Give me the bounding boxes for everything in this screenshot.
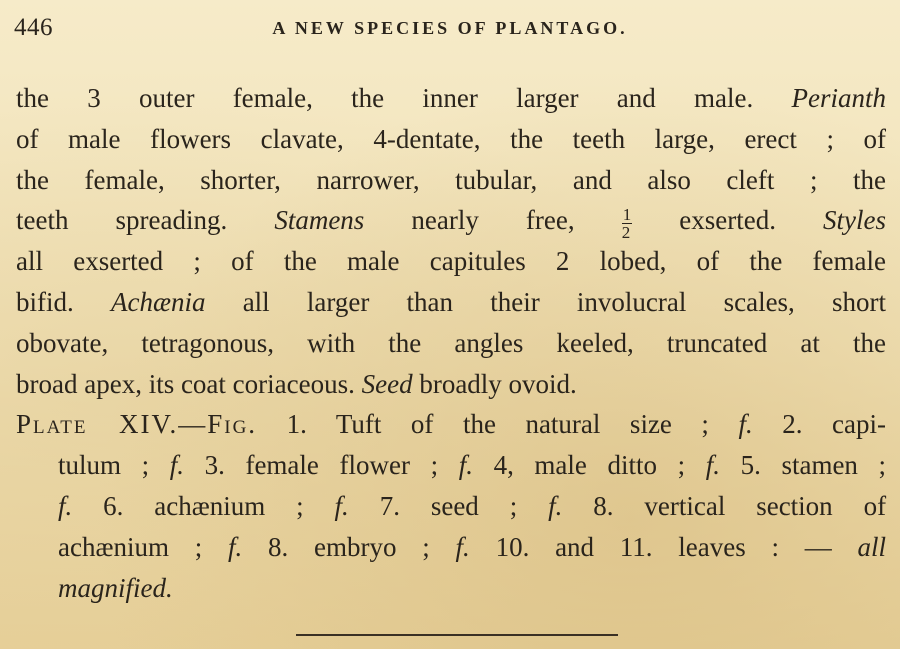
text-line: tulum ; f. 3. female flower ; f. 4, male ditto ; f. 5. stamen ;	[58, 450, 887, 481]
text-line: obovate, tetragonous, with the angles keeled, truncated at the	[16, 327, 886, 358]
description-paragraph	[16, 78, 886, 404]
plate-caption	[16, 404, 886, 608]
fraction-half: $\frac{1}{2}$	[621, 204, 632, 242]
text-line: of male flowers clavate, 4-dentate, the teeth large, erect ; of	[16, 123, 886, 154]
plate-label: Plate XIV.—Fig.	[16, 409, 258, 440]
section-divider	[296, 634, 618, 636]
text-line: the female, shorter, narrower, tubular, and also cleft ; the	[16, 164, 886, 195]
text-line: teeth spreading. Stamens nearly free, $\frac{1}{2}$ exserted. Styles	[16, 204, 886, 242]
text-line: all exserted ; of the male capitules 2 lobed, of the female	[16, 246, 886, 277]
text-line: achænium ; f. 8. embryo ; f. 10. and 11. leaves : — all	[58, 531, 887, 562]
page-header	[14, 14, 886, 44]
text-line: magnified.	[58, 572, 173, 603]
text-line: f. 6. achænium ; f. 7. seed ; f. 8. vertical section of	[58, 490, 887, 521]
text-line: bifid. Achænia all larger than their involucral scales, short	[16, 286, 887, 317]
text-line: the 3 outer female, the inner larger and male. Perianth	[16, 83, 886, 113]
text-line: broad apex, its coat coriaceous. Seed broadly ovoid.	[16, 368, 577, 399]
running-title: A NEW SPECIES OF PLANTAGO.	[272, 18, 628, 38]
text-line: Plate XIV.—Fig. 1. Tuft of the natural size ; f. 2. capi-	[16, 409, 887, 440]
page-body	[16, 78, 886, 608]
page-number: 446	[14, 14, 53, 41]
